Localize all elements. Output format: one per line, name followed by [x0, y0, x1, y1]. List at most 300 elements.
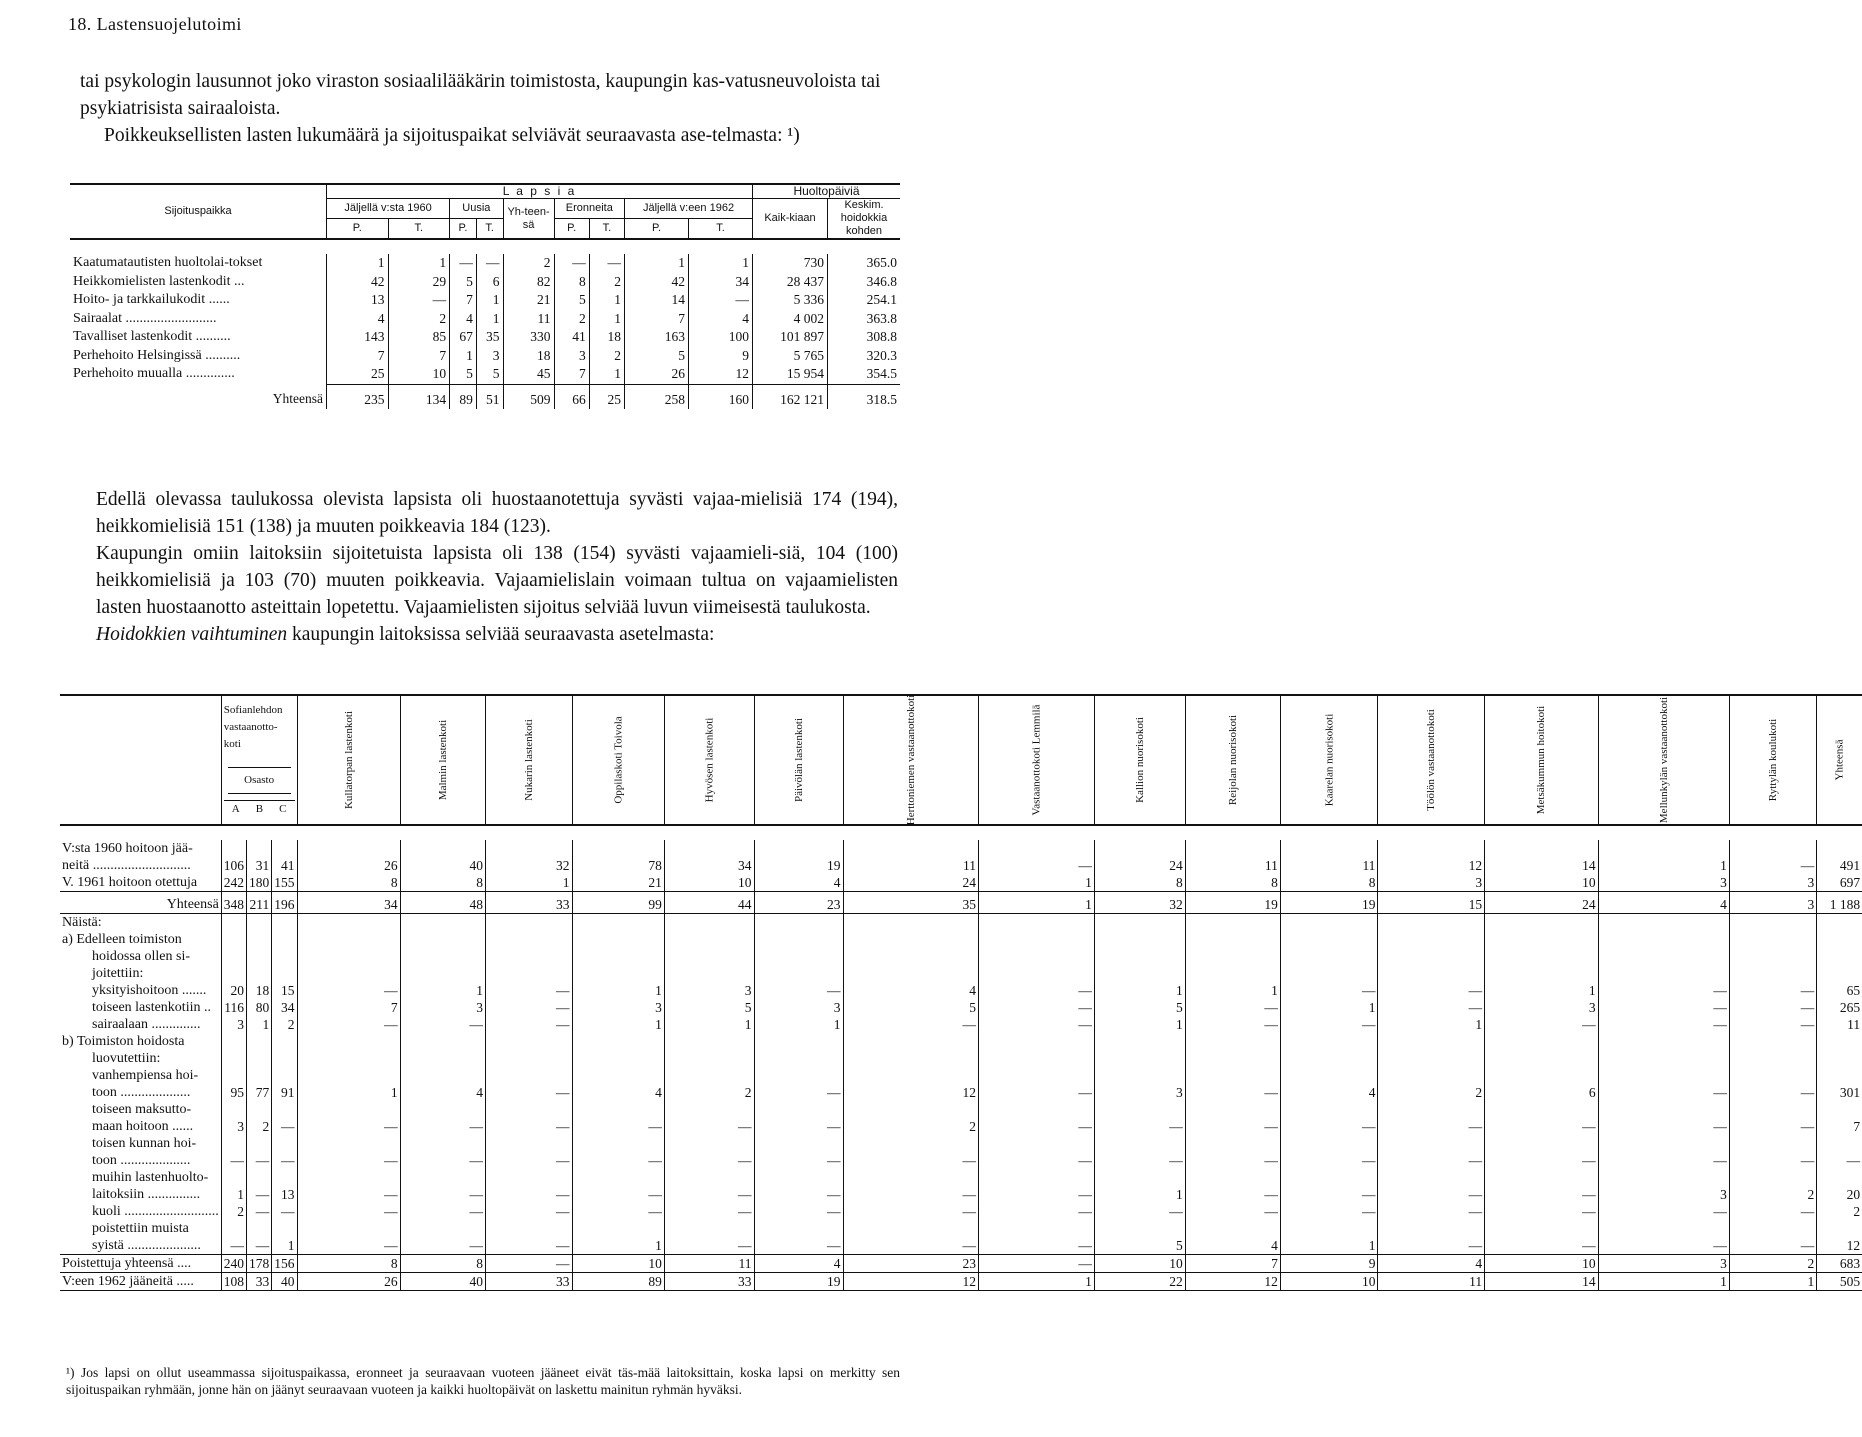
cell-value: —: [1598, 1237, 1729, 1255]
cell-value: [1280, 948, 1378, 965]
total-value: 318.5: [828, 384, 901, 409]
cell-value: 32: [1094, 892, 1185, 914]
cell-value: 683: [1817, 1255, 1862, 1273]
cell-value: [572, 1050, 664, 1067]
cell-value: 5: [1094, 1237, 1185, 1255]
cell-value: [485, 840, 572, 857]
cell-value: [221, 1067, 246, 1084]
cell-value: —: [978, 857, 1094, 874]
cell-value: 4: [1185, 1237, 1280, 1255]
cell-value: 12: [843, 1273, 978, 1291]
cell-value: 5 765: [753, 347, 828, 366]
cell-value: 2: [843, 1118, 978, 1135]
cell-value: [221, 1050, 246, 1067]
cell-value: 8: [400, 1255, 485, 1273]
cell-value: —: [485, 982, 572, 999]
cell-value: 4: [754, 874, 843, 892]
cell-value: [754, 948, 843, 965]
cell-value: —: [485, 999, 572, 1016]
cell-value: —: [589, 254, 624, 273]
header-institution: [978, 695, 1094, 825]
cell-value: 31: [247, 857, 272, 874]
cell-value: —: [572, 1152, 664, 1169]
cell-value: 1: [1280, 1237, 1378, 1255]
cell-value: 2: [1729, 1255, 1816, 1273]
cell-value: 1: [572, 1016, 664, 1033]
cell-value: [297, 840, 400, 857]
cell-value: —: [1729, 857, 1816, 874]
cell-value: —: [754, 1203, 843, 1220]
row-label: Yhteensä: [60, 892, 221, 914]
cell-value: —: [400, 1203, 485, 1220]
cell-value: [572, 965, 664, 982]
cell-value: [247, 914, 272, 932]
table-row: [60, 931, 1862, 948]
turnover-table: [60, 694, 1862, 1291]
cell-value: 1: [1378, 1016, 1485, 1033]
cell-value: 10: [388, 365, 450, 384]
cell-value: 11: [843, 857, 978, 874]
cell-value: —: [1378, 1152, 1485, 1169]
row-label: Perhehoito Helsingissä ..........: [73, 347, 241, 363]
cell-value: 3: [1729, 892, 1816, 914]
table-row: [60, 1135, 1862, 1152]
table-row: [60, 1237, 1862, 1255]
cell-value: [221, 965, 246, 982]
cell-value: [272, 1050, 297, 1067]
cell-value: [1598, 931, 1729, 948]
cell-value: 697: [1817, 874, 1862, 892]
cell-value: 34: [297, 892, 400, 914]
cell-value: [754, 1101, 843, 1118]
total-value: 509: [503, 384, 554, 409]
header-row: [60, 695, 1862, 825]
cell-value: 491: [1817, 857, 1862, 874]
cell-value: —: [978, 1118, 1094, 1135]
cell-value: [1280, 1101, 1378, 1118]
cell-value: —: [485, 1152, 572, 1169]
table-row: [60, 1050, 1862, 1067]
cell-value: —: [297, 982, 400, 999]
cell-value: [1729, 840, 1816, 857]
cell-value: 5: [476, 365, 503, 384]
total-value: 51: [476, 384, 503, 409]
cell-value: —: [247, 1186, 272, 1203]
cell-value: 24: [1485, 892, 1598, 914]
cell-value: [1094, 1067, 1185, 1084]
cell-value: 19: [754, 1273, 843, 1291]
cell-value: 4: [327, 310, 389, 329]
cell-value: [1485, 1101, 1598, 1118]
table-row: [60, 857, 1862, 874]
turnover-table-body: [60, 840, 1862, 1291]
paragraph-2: Kaupungin omiin laitoksiin sijoitetuista lapsista oli 138 (154) syvästi vajaamieli-siä, 104 (100) heikkomielisiä ja 103 (70) muuten poikkeavia. Vajaamielislain voimaan tultua on vajaamielisten lasten huostaanotto asteittain lopetettu. Vajaamielisten sijoitus selviää luvun viimeisestä taulukosta.: [96, 543, 898, 618]
cell-value: [1817, 1135, 1862, 1152]
cell-value: [978, 1169, 1094, 1186]
cell-value: [664, 914, 754, 932]
cell-value: —: [221, 1237, 246, 1255]
cell-value: [1378, 965, 1485, 982]
cell-value: 41: [272, 857, 297, 874]
cell-value: 163: [625, 328, 689, 347]
cell-value: 1: [1485, 982, 1598, 999]
cell-value: 11: [664, 1255, 754, 1273]
cell-value: 1: [689, 254, 753, 273]
cell-value: [572, 1220, 664, 1237]
cell-value: 11: [503, 310, 554, 329]
cell-value: 1: [221, 1186, 246, 1203]
cell-value: 12: [1817, 1237, 1862, 1255]
row-label: laitoksiin ...............: [92, 1187, 201, 1202]
cell-value: [272, 1135, 297, 1152]
cell-value: [485, 1220, 572, 1237]
cell-value: 101 897: [753, 328, 828, 347]
total-value: 235: [327, 384, 389, 409]
cell-value: [1598, 1050, 1729, 1067]
cell-value: —: [485, 1237, 572, 1255]
row-label: Sairaalat ..........................: [73, 310, 217, 326]
cell-value: [843, 1101, 978, 1118]
cell-value: [485, 1135, 572, 1152]
cell-value: —: [754, 1118, 843, 1135]
cell-value: 3: [1598, 1186, 1729, 1203]
cell-value: —: [1729, 1084, 1816, 1101]
removed-total-row: [60, 1255, 1862, 1273]
cell-value: —: [297, 1152, 400, 1169]
osasto-letter: B: [255, 803, 264, 815]
cell-value: 4: [689, 310, 753, 329]
cell-value: —: [1598, 1152, 1729, 1169]
cell-value: [1598, 948, 1729, 965]
intro-text: [80, 68, 898, 149]
header-institution: [754, 695, 843, 825]
cell-value: 7: [625, 310, 689, 329]
cell-value: 1: [589, 365, 624, 384]
cell-value: —: [754, 1186, 843, 1203]
cell-value: [1729, 965, 1816, 982]
table-row: [60, 1067, 1862, 1084]
cell-value: [978, 1067, 1094, 1084]
cell-value: [221, 1135, 246, 1152]
cell-value: [221, 840, 246, 857]
table-row: [60, 1169, 1862, 1186]
cell-value: [978, 1033, 1094, 1050]
cell-value: 2: [589, 347, 624, 366]
h-uusia: Uusia: [450, 199, 503, 219]
cell-value: [664, 1169, 754, 1186]
cell-value: 33: [664, 1273, 754, 1291]
cell-value: —: [1378, 1118, 1485, 1135]
cell-value: 4: [572, 1084, 664, 1101]
cell-value: 730: [753, 254, 828, 273]
cell-value: —: [400, 1118, 485, 1135]
cell-value: 48: [400, 892, 485, 914]
turnover-table-head: [60, 695, 1862, 840]
cell-value: 3: [400, 999, 485, 1016]
cell-value: 9: [1280, 1255, 1378, 1273]
cell-value: 1: [572, 982, 664, 999]
paragraph-3-italic: Hoidokkien vaihtuminen: [96, 624, 288, 645]
cell-value: 2: [221, 1203, 246, 1220]
cell-value: 1: [476, 291, 503, 310]
cell-value: 99: [572, 892, 664, 914]
cell-value: —: [297, 1016, 400, 1033]
cell-value: —: [297, 1118, 400, 1135]
cell-value: [1485, 1135, 1598, 1152]
cell-value: —: [572, 1203, 664, 1220]
cell-value: [221, 1101, 246, 1118]
cell-value: [754, 1135, 843, 1152]
cell-value: [664, 840, 754, 857]
cell-value: [272, 1067, 297, 1084]
cell-value: —: [843, 1152, 978, 1169]
cell-value: —: [247, 1203, 272, 1220]
cell-value: —: [1485, 1186, 1598, 1203]
cell-value: [1094, 965, 1185, 982]
cell-value: 1: [485, 874, 572, 892]
header-institution: [1094, 695, 1185, 825]
cell-value: [297, 965, 400, 982]
cell-value: —: [400, 1186, 485, 1203]
cell-value: [221, 914, 246, 932]
cell-value: 3: [1598, 874, 1729, 892]
cell-value: 2: [1378, 1084, 1485, 1101]
h-t: T.: [476, 218, 503, 239]
cell-value: —: [754, 982, 843, 999]
intro-line-1: tai psykologin lausunnot joko viraston sosiaalilääkärin toimistosta, kaupungin kas-vatusneuvoloista tai psykiatrisista sairaaloista.: [80, 71, 881, 119]
cell-value: —: [1378, 1203, 1485, 1220]
cell-value: [1378, 948, 1485, 965]
cell-value: [978, 1135, 1094, 1152]
cell-value: 80: [247, 999, 272, 1016]
cell-value: [297, 1101, 400, 1118]
cell-value: —: [664, 1203, 754, 1220]
cell-value: 116: [221, 999, 246, 1016]
cell-value: 10: [664, 874, 754, 892]
institution-label: Hyvösen lastenkoti: [703, 717, 716, 802]
cell-value: [247, 1169, 272, 1186]
header-institution: [1280, 695, 1378, 825]
cell-value: [1280, 840, 1378, 857]
header-institution: [400, 695, 485, 825]
cell-value: —: [1729, 982, 1816, 999]
cell-value: 32: [485, 857, 572, 874]
cell-value: [1280, 1220, 1378, 1237]
row-label: neitä ............................: [62, 858, 191, 873]
cell-value: [247, 948, 272, 965]
cell-value: [1485, 948, 1598, 965]
cell-value: 5: [450, 273, 477, 292]
cell-value: 40: [272, 1273, 297, 1291]
cell-value: 20: [221, 982, 246, 999]
cell-value: [1817, 948, 1862, 965]
cell-value: 1: [1598, 857, 1729, 874]
cell-value: 330: [503, 328, 554, 347]
h-kaikkiaan: Kaik-kiaan: [753, 199, 828, 240]
cell-value: [1485, 1220, 1598, 1237]
cell-value: —: [1729, 1152, 1816, 1169]
table-row: [60, 874, 1862, 892]
cell-value: 10: [1094, 1255, 1185, 1273]
table-row: [70, 310, 900, 329]
cell-value: [754, 840, 843, 857]
cell-value: 40: [400, 1273, 485, 1291]
cell-value: 4: [843, 982, 978, 999]
cell-value: [664, 1033, 754, 1050]
cell-value: 1: [476, 310, 503, 329]
cell-value: 8: [297, 874, 400, 892]
cell-value: 8: [1185, 874, 1280, 892]
cell-value: —: [1185, 1203, 1280, 1220]
cell-value: 5: [450, 365, 477, 384]
cell-value: [572, 1169, 664, 1186]
row-label: Näistä:: [62, 915, 102, 930]
cell-value: —: [1729, 1016, 1816, 1033]
cell-value: [978, 965, 1094, 982]
cell-value: [572, 1033, 664, 1050]
total-value: 162 121: [753, 384, 828, 409]
cell-value: 1 188: [1817, 892, 1862, 914]
institution-label: Kullatorpan lastenkoti: [342, 710, 355, 809]
cell-value: —: [1280, 982, 1378, 999]
header-institution: [485, 695, 572, 825]
cell-value: 346.8: [828, 273, 901, 292]
cell-value: 3: [754, 999, 843, 1016]
cell-value: [978, 840, 1094, 857]
cell-value: [247, 1220, 272, 1237]
row-label: toon ....................: [92, 1085, 191, 1100]
cell-value: 10: [1280, 1273, 1378, 1291]
row-label: toisen kunnan hoi-: [92, 1136, 197, 1151]
cell-value: 19: [1280, 892, 1378, 914]
table-row: [70, 254, 900, 273]
cell-value: [664, 948, 754, 965]
cell-value: 7: [388, 347, 450, 366]
running-head: 18. Lastensuojelutoimi: [68, 14, 242, 34]
cell-value: 19: [754, 857, 843, 874]
cell-value: [272, 1220, 297, 1237]
row-label: Hoito- ja tarkkailukodit ......: [73, 292, 230, 307]
cell-value: —: [754, 1152, 843, 1169]
cell-value: [1094, 1033, 1185, 1050]
cell-value: —: [272, 1152, 297, 1169]
cell-value: 8: [1280, 874, 1378, 892]
cell-value: 2: [247, 1118, 272, 1135]
cell-value: 33: [485, 1273, 572, 1291]
cell-value: —: [272, 1203, 297, 1220]
osasto-abc: [224, 800, 295, 818]
cell-value: [1185, 948, 1280, 965]
cell-value: —: [978, 1016, 1094, 1033]
cell-value: [1094, 1220, 1185, 1237]
cell-value: [297, 948, 400, 965]
cell-value: [843, 1067, 978, 1084]
header-institution: [1378, 695, 1485, 825]
cell-value: 242: [221, 874, 246, 892]
cell-value: 155: [272, 874, 297, 892]
institution-label: Päivölän lastenkoti: [792, 717, 805, 802]
cell-value: [1485, 840, 1598, 857]
cell-value: 301: [1817, 1084, 1862, 1101]
cell-value: [1280, 1050, 1378, 1067]
cell-value: [978, 931, 1094, 948]
table-row: [60, 1220, 1862, 1237]
osasto-label: Osasto: [228, 767, 291, 794]
cell-value: 10: [572, 1255, 664, 1273]
cell-value: 3: [221, 1118, 246, 1135]
cell-value: 1: [625, 254, 689, 273]
cell-value: —: [1729, 1237, 1816, 1255]
cell-value: [1378, 1101, 1485, 1118]
cell-value: 18: [589, 328, 624, 347]
table-row: [70, 365, 900, 384]
cell-value: 14: [625, 291, 689, 310]
cell-value: 1: [1729, 1273, 1816, 1291]
cell-value: [572, 1067, 664, 1084]
cell-value: —: [664, 1152, 754, 1169]
cell-value: 3: [476, 347, 503, 366]
row-label: muihin lastenhuolto-: [92, 1170, 209, 1185]
header-institution: [1485, 695, 1598, 825]
col-sijoituspaikka: Sijoituspaikka: [70, 184, 327, 239]
cell-value: —: [689, 291, 753, 310]
cell-value: 1: [589, 310, 624, 329]
cell-value: —: [476, 254, 503, 273]
cell-value: 2: [589, 273, 624, 292]
cell-value: [272, 1169, 297, 1186]
institution-label: Vastaanottokoti Lemmilä: [1030, 704, 1043, 815]
cell-value: —: [1185, 999, 1280, 1016]
cell-value: 5: [1094, 999, 1185, 1016]
cell-value: 308.8: [828, 328, 901, 347]
h-p: P.: [327, 218, 389, 239]
cell-value: 8: [400, 874, 485, 892]
cell-value: 5: [664, 999, 754, 1016]
cell-value: 29: [388, 273, 450, 292]
paragraph-1: Edellä olevassa taulukossa olevista lapsista oli huostaanotettuja syvästi vajaa-mielisiä 174 (194), heikkomielisiä 151 (138) ja muuten poikkeavia 184 (123).: [96, 489, 898, 537]
cell-value: [1185, 931, 1280, 948]
cell-value: 7: [1185, 1255, 1280, 1273]
cell-value: —: [754, 1237, 843, 1255]
cell-value: —: [247, 1237, 272, 1255]
cell-value: —: [1485, 1203, 1598, 1220]
cell-value: [1280, 1033, 1378, 1050]
row-label: poistettiin muista: [92, 1221, 189, 1236]
cell-value: [1378, 1220, 1485, 1237]
cell-value: —: [1185, 1118, 1280, 1135]
cell-value: —: [1598, 1084, 1729, 1101]
cell-value: —: [1485, 1152, 1598, 1169]
cell-value: [485, 1033, 572, 1050]
cell-value: [1485, 931, 1598, 948]
cell-value: [754, 914, 843, 932]
cell-value: 78: [572, 857, 664, 874]
cell-value: —: [1378, 1237, 1485, 1255]
table-row: [70, 291, 900, 310]
cell-value: [400, 1033, 485, 1050]
cell-value: [1185, 1050, 1280, 1067]
cell-value: [1094, 1101, 1185, 1118]
cell-value: [485, 1067, 572, 1084]
cell-value: —: [843, 1203, 978, 1220]
cell-value: [272, 1033, 297, 1050]
cell-value: 108: [221, 1273, 246, 1291]
paragraph-3-rest: kaupungin laitoksissa selviää seuraavasta asetelmasta:: [287, 624, 715, 645]
cell-value: —: [1378, 982, 1485, 999]
cell-value: [754, 1067, 843, 1084]
cell-value: —: [247, 1152, 272, 1169]
cell-value: [1094, 1135, 1185, 1152]
